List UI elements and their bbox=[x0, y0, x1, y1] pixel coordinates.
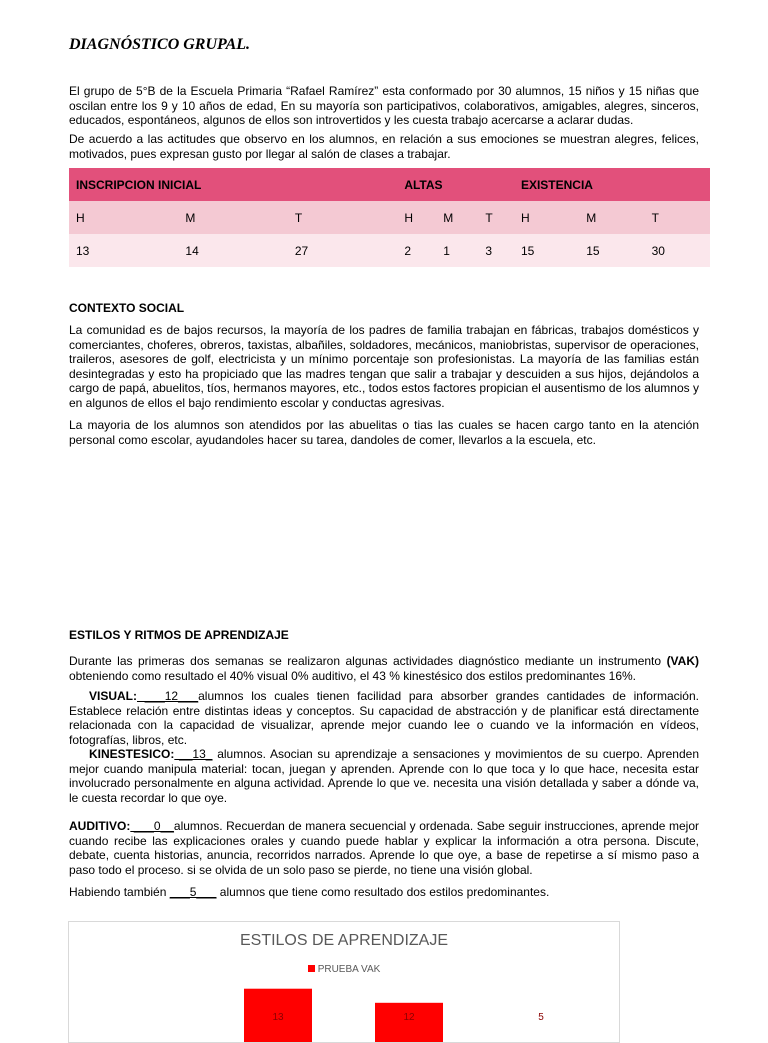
bar-label-3: 5 bbox=[538, 1012, 544, 1023]
subheader-cell: M bbox=[436, 201, 478, 234]
value-cell: 27 bbox=[288, 234, 397, 267]
value-cell: 15 bbox=[579, 234, 644, 267]
table-subheader-row bbox=[69, 201, 710, 234]
value-cell: 1 bbox=[436, 234, 478, 267]
contexto-heading: CONTEXTO SOCIAL bbox=[69, 301, 185, 315]
chart-plot bbox=[69, 922, 619, 1042]
table-values-row bbox=[69, 234, 710, 267]
visual-text: alumnos los cuales tienen facilidad para absorber grandes cantidades de información. Establece relación entre distintas ideas y conceptos. Su capacidad de abstracción y de planificar está directamente relacionada con la capacidad de visualizar, aprende mejor cuando lee o cuando ve la información en vídeos, fotografías, libros, etc. bbox=[69, 689, 699, 747]
enrollment-table bbox=[69, 168, 710, 267]
dos-estilos-text-a: Habiendo también bbox=[69, 885, 170, 899]
estilos-heading: ESTILOS Y RITMOS DE APRENDIZAJE bbox=[69, 628, 289, 642]
estilos-intro-text-a: Durante las primeras dos semanas se realizaron algunas actividades diagnóstico mediante un instrumento bbox=[69, 654, 667, 668]
auditivo-label: AUDITIVO: bbox=[69, 819, 131, 833]
visual-paragraph bbox=[69, 689, 699, 747]
auditivo-count: ___0__ bbox=[130, 819, 174, 833]
contexto-paragraph-2: La mayoria de los alumnos son atendidos por las abuelitas o tias las cuales se hacen cargo tanto en la atención personal como escolar, ayudandoles hacer su tarea, dandoles de comer, llevarlos a la escuela, etc. bbox=[69, 418, 699, 447]
header-existencia: EXISTENCIA bbox=[514, 168, 710, 201]
subheader-cell: H bbox=[69, 201, 178, 234]
dos-estilos-paragraph bbox=[69, 885, 699, 900]
value-cell: 2 bbox=[397, 234, 436, 267]
header-altas: ALTAS bbox=[397, 168, 514, 201]
legend-label: PRUEBA VAK bbox=[317, 964, 381, 975]
visual-label: VISUAL: bbox=[89, 689, 137, 703]
value-cell: 15 bbox=[514, 234, 579, 267]
value-cell: 14 bbox=[178, 234, 287, 267]
header-inscripcion-inicial: INSCRIPCION INICIAL bbox=[69, 168, 397, 201]
chart-title: ESTILOS DE APRENDIZAJE bbox=[239, 932, 449, 949]
intro-paragraph-2: De acuerdo a las actitudes que observo en los alumnos, en relación a sus emociones se muestran alegres, felices, motivados, pues expresan gusto por llegar al salón de clases a trabajar. bbox=[69, 132, 699, 161]
subheader-cell: H bbox=[514, 201, 579, 234]
learning-styles-chart bbox=[68, 921, 620, 1043]
intro-paragraph-1: El grupo de 5°B de la Escuela Primaria “Rafael Ramírez” esta conformado por 30 alumnos, 15 niños y 15 niñas que oscilan entre los 9 y 10 años de edad, En su mayoría son participativos, colaborativos, amigables, alegres, sinceros, educados, espontáneos, algunos de ellos son introvertidos y les cuesta trabajo acercarse a aclarar dudas. bbox=[69, 84, 699, 128]
kinestesico-paragraph bbox=[69, 747, 699, 805]
bar-label-2: 12 bbox=[403, 1012, 415, 1023]
document-title: DIAGNÓSTICO GRUPAL. bbox=[69, 36, 251, 53]
subheader-cell: M bbox=[178, 201, 287, 234]
kinestesico-label: KINESTESICO: bbox=[89, 747, 175, 761]
auditivo-text: alumnos. Recuerdan de manera secuencial y ordenada. Sabe seguir instrucciones, aprende mejor cuando recibe las explicaciones orales y cuando puede hablar y explicar la información a otra persona. Discute, debate, cuenta historias, anuncia, recorridos narrados. Aprende lo que oye, a base de repetirse a sí mismo paso a paso todo el proceso. si se olvida de un solo paso se pierde, no tiene una visión global. bbox=[69, 819, 699, 877]
estilos-intro-paragraph bbox=[69, 654, 699, 683]
dos-estilos-count: ___5___ bbox=[169, 885, 217, 899]
subheader-cell: T bbox=[288, 201, 397, 234]
kinestesico-text: alumnos. Asocian su aprendizaje a sensaciones y movimientos de su cuerpo. Aprenden mejor cuando manipula material: tocan, juegan y aprenden. Aprende con lo que toca y lo que hace, necesita estar involucrado personalmente en alguna actividad. Aprende lo que ve. necesita una visión detallada y saber a dónde va, le cuesta recordar lo que oye. bbox=[69, 747, 699, 805]
kinestesico-count: __13_ bbox=[174, 747, 213, 761]
subheader-cell: H bbox=[397, 201, 436, 234]
value-cell: 13 bbox=[69, 234, 178, 267]
dos-estilos-text-b: alumnos que tiene como resultado dos estilos predominantes. bbox=[216, 885, 550, 899]
subheader-cell: M bbox=[579, 201, 644, 234]
vak-label: (VAK) bbox=[666, 654, 699, 668]
subheader-cell: T bbox=[645, 201, 710, 234]
estilos-intro-text-b: obteniendo como resultado el 40% visual 0% auditivo, el 43 % kinestésico dos estilos predominantes 16%. bbox=[69, 668, 636, 683]
table-header-row bbox=[69, 168, 710, 201]
bar-label-1: 13 bbox=[272, 1012, 284, 1023]
value-cell: 30 bbox=[645, 234, 710, 267]
contexto-paragraph-1: La comunidad es de bajos recursos, la mayoría de los padres de familia trabajan en fábricas, trabajos domésticos y comerciantes, choferes, obreros, taxistas, albañiles, soldadores, mecánicos, maniobristas, supervisor de operaciones, traileros, asesores de golf, electricista y un mínimo porcentaje son profesionistas. La mayoría de las familias están desintegradas y esto ha propiciado que las madres tengan que salir a trabajar y descuiden a sus hijos, dejándolos a cargo de papá, abuelitos, tíos, hermanos mayores, etc., todos estos factores propician el ausentismo de los alumnos y en algunos de ellos el bajo rendimiento escolar y conductas agresivas. bbox=[69, 323, 699, 410]
visual-count: ___12___ bbox=[137, 689, 199, 703]
value-cell: 3 bbox=[478, 234, 514, 267]
subheader-cell: T bbox=[478, 201, 514, 234]
auditivo-paragraph bbox=[69, 819, 699, 877]
